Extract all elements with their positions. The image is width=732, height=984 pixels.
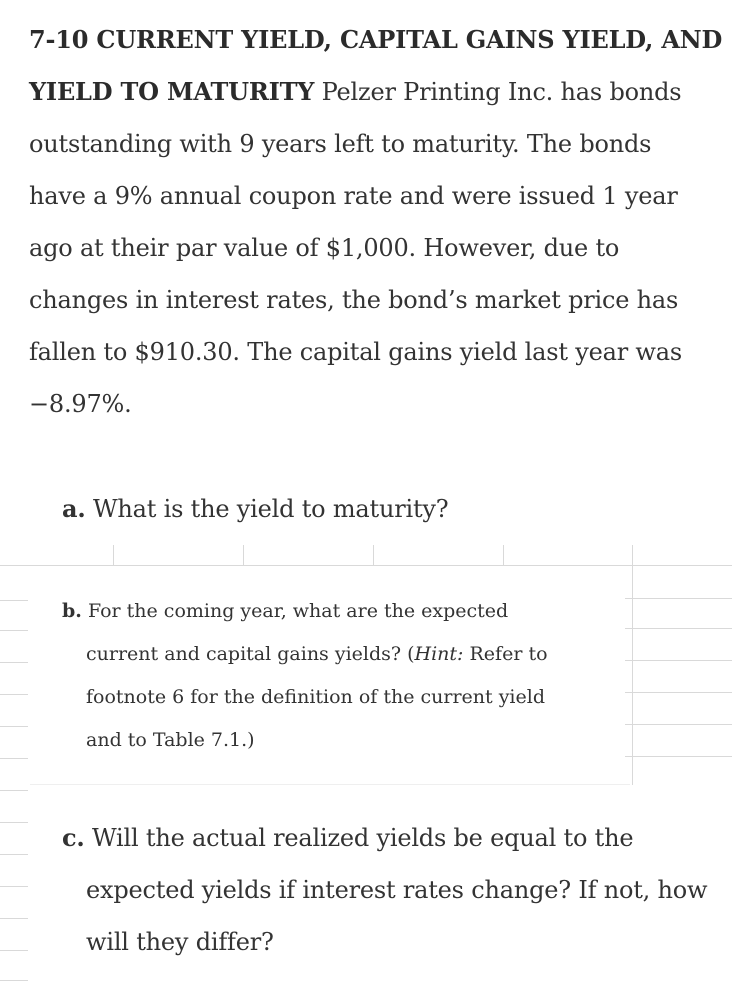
grid-line [0,886,28,887]
grid-line [503,545,504,565]
grid-line [0,790,28,791]
problem-line-5: ago at their par value of $1,000. However, due to [29,234,620,262]
problem-line-4: have a 9% annual coupon rate and were issued 1 year [29,182,678,210]
question-b-line-2 [62,633,622,676]
question-a-text: What is the yield to maturity? [85,495,449,523]
question-b-label: b. [62,600,82,622]
grid-line [113,545,114,565]
problem-text: Pelzer Printing Inc. has bonds [314,78,682,106]
grid-line [625,724,732,725]
grid-line [632,545,633,785]
grid-line [625,628,732,629]
question-c-text: Will the actual realized yields be equal to the [84,824,634,852]
question-a-label: a. [62,494,86,523]
problem-title: 7-10 CURRENT YIELD, CAPITAL GAINS YIELD, AND [29,25,723,54]
grid-line [0,918,28,919]
question-c-line-1 [62,812,712,864]
grid-line [625,660,732,661]
question-b-text: Refer to [463,643,548,665]
hint-label: Hint: [414,643,464,665]
grid-line [0,630,28,631]
problem-title-continued: YIELD TO MATURITY [29,77,315,106]
question-a [62,483,448,535]
grid-line [0,565,732,566]
question-b-text: For the coming year, what are the expected [81,600,509,622]
question-b-line-3: footnote 6 for the definition of the current yield [86,686,545,708]
grid-line [625,756,732,757]
grid-line [0,980,28,981]
grid-line [0,822,28,823]
grid-line [0,758,28,759]
grid-line [0,854,28,855]
problem-statement [29,14,723,430]
grid-line [0,694,28,695]
grid-line [373,545,374,565]
question-b [62,590,622,762]
grid-line [0,950,28,951]
grid-line [625,692,732,693]
question-b-text: current and capital gains yields? ( [86,643,415,665]
question-c-line-3: will they differ? [86,928,274,956]
question-c-line-2: expected yields if interest rates change? If not, how [86,876,708,904]
problem-line-6: changes in interest rates, the bond’s market price has [29,286,679,314]
problem-line-2 [29,66,719,118]
question-c [62,812,712,968]
problem-line-8: −8.97%. [29,390,132,418]
grid-line [625,598,732,599]
problem-line-3: outstanding with 9 years left to maturity. The bonds [29,130,652,158]
question-b-line-1 [62,590,622,633]
grid-line [30,784,630,785]
grid-line [243,545,244,565]
problem-line-1 [29,14,723,66]
grid-line [0,726,28,727]
question-c-label: c. [62,823,85,852]
question-b-line-4: and to Table 7.1.) [86,729,255,751]
grid-line [0,662,28,663]
grid-line [0,600,28,601]
problem-line-7: fallen to $910.30. The capital gains yield last year was [29,338,682,366]
